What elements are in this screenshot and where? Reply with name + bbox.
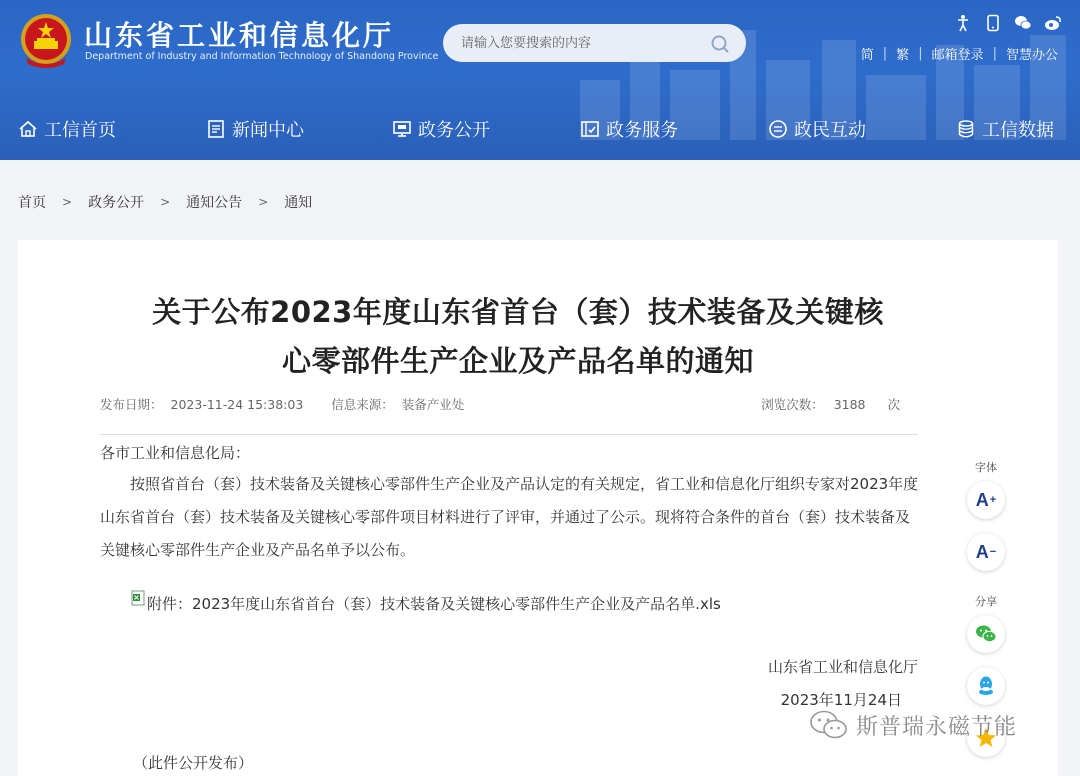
- search-input[interactable]: [461, 33, 701, 53]
- article-meta: [100, 395, 920, 415]
- font-decrease-sign: −: [989, 546, 997, 558]
- signature-org: 山东省工业和信息化厅: [767, 658, 918, 676]
- share-qq-button[interactable]: [967, 667, 1005, 705]
- font-size-label: 字体: [975, 461, 997, 474]
- excel-file-icon: [131, 590, 145, 606]
- nav-item-home[interactable]: [18, 116, 116, 142]
- views-count: 3188: [833, 397, 866, 412]
- search-box: [443, 24, 746, 62]
- simplified-chinese-link[interactable]: 简: [860, 48, 874, 63]
- breadcrumb: [18, 192, 312, 212]
- nav-label: 政务服务: [606, 120, 678, 141]
- breadcrumb-home[interactable]: 首页: [18, 195, 46, 211]
- views-label: 浏览次数：: [761, 397, 824, 412]
- article-body: 按照省首台（套）技术装备及关键核心零部件生产企业及产品认定的有关规定，省工业和信息化厅组织专家对2023年度山东省首台（套）技术装备及关键核心零部件项目材料进行了评审，并通过了公示。现将符合条件的首台（套）技术装备及关键核心零部件生产企业及产品名单予以公布。: [100, 475, 919, 559]
- wechat-icon: [974, 622, 998, 646]
- divider: |: [882, 46, 888, 61]
- site-header: [0, 0, 1080, 160]
- accessibility-icon[interactable]: [954, 14, 972, 32]
- meta-left: [100, 395, 472, 413]
- chat-icon: [768, 119, 788, 139]
- nav-label: 政务公开: [418, 120, 490, 141]
- nav-item-government-affairs[interactable]: [392, 116, 490, 142]
- article-title: [78, 288, 958, 386]
- share-label: 分享: [975, 595, 997, 608]
- attachment-link[interactable]: [131, 593, 721, 614]
- breadcrumb-government-affairs[interactable]: 政务公开: [88, 195, 145, 211]
- attachment-label: 附件：2023年度山东省首台（套）技术装备及关键核心零部件生产企业及产品名单.xls: [147, 595, 721, 613]
- watermark-text: 斯普瑞永磁节能: [856, 714, 1018, 740]
- views-unit: 次: [887, 397, 900, 412]
- divider: |: [992, 46, 997, 61]
- publish-date-label: 发布日期：: [100, 397, 163, 412]
- site-subtitle: Department of Industry and Information Technology of Shandong Province: [85, 51, 439, 62]
- database-icon: [956, 119, 976, 139]
- breadcrumb-separator: >: [258, 195, 269, 209]
- traditional-chinese-link[interactable]: 繁: [896, 48, 910, 63]
- signature-date: 2023年11月24日: [780, 691, 902, 709]
- article-card: [18, 240, 1058, 776]
- search-icon[interactable]: [710, 34, 730, 54]
- top-links: [861, 44, 1058, 63]
- mailbox-login-link[interactable]: 邮箱登录: [931, 48, 984, 63]
- nav-label: 新闻中心: [232, 120, 304, 141]
- nav-item-interaction[interactable]: [768, 116, 866, 142]
- top-icon-group: [954, 14, 1062, 32]
- site-title[interactable]: 山东省工业和信息化厅: [84, 19, 395, 52]
- qq-icon: [974, 674, 998, 698]
- article-title-line: 关于公布2023年度山东省首台（套）技术装备及关键核: [152, 295, 884, 329]
- divider: |: [918, 46, 923, 61]
- nav-label: 工信数据: [982, 120, 1054, 141]
- weibo-icon[interactable]: [1044, 14, 1062, 32]
- monitor-icon: [392, 119, 412, 139]
- home-icon: [18, 119, 38, 139]
- meta-right: [755, 395, 900, 413]
- nav-item-data[interactable]: [956, 116, 1054, 142]
- wechat-watermark-icon: [808, 708, 850, 742]
- article-title-line: 心零部件生产企业及产品名单的通知: [281, 344, 754, 378]
- breadcrumb-notice[interactable]: 通知: [284, 195, 313, 211]
- main-nav: [0, 108, 1080, 152]
- breadcrumb-separator: >: [160, 195, 171, 209]
- service-icon: [580, 119, 600, 139]
- nav-item-news[interactable]: [206, 116, 304, 142]
- font-increase-letter: A: [975, 489, 989, 510]
- national-emblem-icon: [18, 12, 74, 70]
- font-increase-button[interactable]: [967, 481, 1005, 519]
- mobile-icon[interactable]: [984, 14, 1002, 32]
- breadcrumb-separator: >: [62, 195, 73, 209]
- font-decrease-letter: A: [975, 541, 989, 562]
- article-salutation: 各市工业和信息化局：: [100, 444, 251, 462]
- news-icon: [206, 119, 226, 139]
- wechat-icon[interactable]: [1014, 14, 1032, 32]
- public-release-note: （此件公开发布）: [133, 754, 254, 772]
- source-label: 信息来源：: [331, 397, 394, 412]
- smart-office-link[interactable]: 智慧办公: [1005, 48, 1058, 63]
- nav-label: 政民互动: [794, 120, 866, 141]
- share-wechat-button[interactable]: [967, 615, 1005, 653]
- font-increase-sign: +: [989, 494, 997, 506]
- breadcrumb-announcements[interactable]: 通知公告: [186, 195, 243, 211]
- font-decrease-button[interactable]: [967, 533, 1005, 571]
- publish-date-value: 2023-11-24 15:38:03: [170, 397, 304, 412]
- watermark: [808, 708, 1017, 742]
- source-value: 装备产业处: [401, 397, 465, 412]
- nav-label: 工信首页: [44, 120, 116, 141]
- nav-item-services[interactable]: [580, 116, 678, 142]
- meta-divider: [100, 434, 918, 435]
